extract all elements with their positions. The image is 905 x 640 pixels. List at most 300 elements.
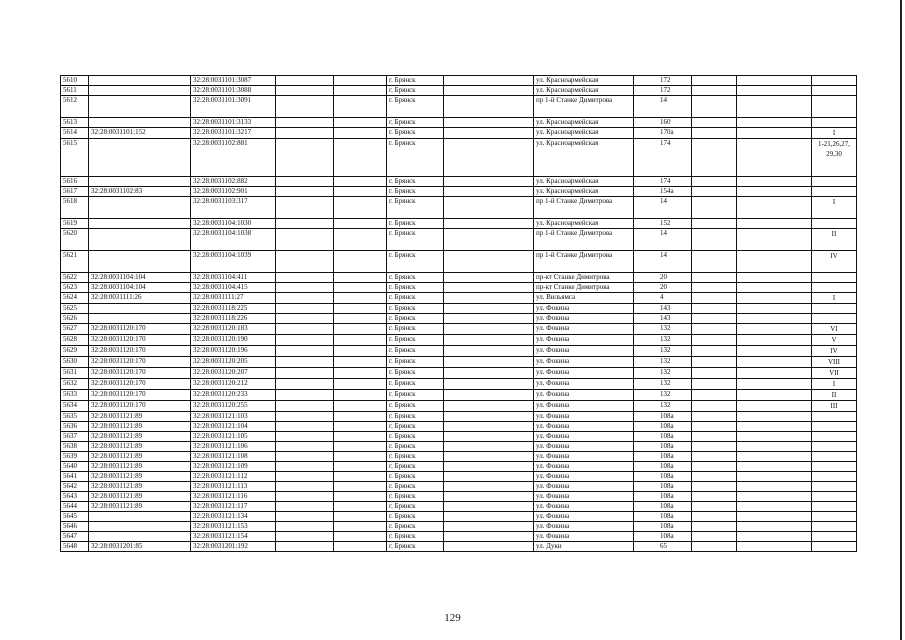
- blank-cell: [276, 283, 334, 293]
- blank-cell: [444, 346, 534, 357]
- blank-cell: [737, 324, 812, 335]
- premises-number-cell: V: [812, 335, 857, 346]
- city-cell: г. Брянск: [387, 76, 444, 86]
- parcel-cadastral-cell: [89, 512, 191, 522]
- parcel-cadastral-cell: [89, 76, 191, 86]
- table-row: [61, 482, 857, 492]
- blank-cell: [334, 401, 387, 412]
- table-row: [61, 442, 857, 452]
- blank-cell: [737, 229, 812, 251]
- table-row: [61, 462, 857, 472]
- blank-cell: [737, 357, 812, 368]
- blank-cell: [276, 452, 334, 462]
- parcel-cadastral-cell: 32:28:0031120:170: [89, 324, 191, 335]
- premises-number-cell: [812, 412, 857, 422]
- blank-cell: [692, 139, 737, 177]
- row-number-cell: 5623: [61, 283, 89, 293]
- parcel-cadastral-cell: [89, 86, 191, 96]
- cadastral-number-cell: 32:28:0031120:212: [191, 379, 276, 390]
- blank-cell: [334, 219, 387, 229]
- cadastral-number-cell: 32:28:0031201:192: [191, 542, 276, 552]
- house-number-cell: 108а: [634, 482, 692, 492]
- blank-cell: [334, 452, 387, 462]
- row-number-cell: 5645: [61, 512, 89, 522]
- blank-cell: [692, 492, 737, 502]
- row-number-cell: 5629: [61, 346, 89, 357]
- table-row: [61, 128, 857, 139]
- parcel-cadastral-cell: [89, 229, 191, 251]
- blank-cell: [692, 532, 737, 542]
- city-cell: г. Брянск: [387, 462, 444, 472]
- blank-cell: [334, 346, 387, 357]
- street-cell: пр 1-й Станке Димитрова: [534, 229, 634, 251]
- blank-cell: [692, 197, 737, 219]
- blank-cell: [692, 293, 737, 304]
- blank-cell: [334, 522, 387, 532]
- blank-cell: [276, 482, 334, 492]
- row-number-cell: 5647: [61, 532, 89, 542]
- house-number-cell: 108а: [634, 492, 692, 502]
- cadastral-number-cell: 32:28:0031121:153: [191, 522, 276, 532]
- blank-cell: [692, 177, 737, 187]
- cadastral-number-cell: 32:28:0031121:109: [191, 462, 276, 472]
- blank-cell: [737, 177, 812, 187]
- blank-cell: [692, 512, 737, 522]
- premises-number-cell: [812, 422, 857, 432]
- city-cell: г. Брянск: [387, 482, 444, 492]
- premises-number-cell: [812, 492, 857, 502]
- house-number-cell: 132: [634, 390, 692, 401]
- blank-cell: [444, 502, 534, 512]
- parcel-cadastral-cell: 32:28:0031121:89: [89, 472, 191, 482]
- blank-cell: [334, 283, 387, 293]
- blank-cell: [737, 197, 812, 219]
- table-row: [61, 86, 857, 96]
- blank-cell: [692, 118, 737, 128]
- city-cell: г. Брянск: [387, 283, 444, 293]
- blank-cell: [737, 512, 812, 522]
- street-cell: ул. Фокина: [534, 314, 634, 324]
- page-number: 129: [444, 612, 461, 624]
- cadastral-number-cell: 32:28:0031101:3133: [191, 118, 276, 128]
- table-row: [61, 542, 857, 552]
- blank-cell: [334, 422, 387, 432]
- street-cell: ул. Вильямса: [534, 293, 634, 304]
- city-cell: г. Брянск: [387, 139, 444, 177]
- blank-cell: [334, 379, 387, 390]
- cadastral-number-cell: 32:28:0031120:190: [191, 335, 276, 346]
- house-number-cell: 108а: [634, 432, 692, 442]
- cadastral-number-cell: 32:28:0031102:882: [191, 177, 276, 187]
- blank-cell: [334, 128, 387, 139]
- blank-cell: [692, 346, 737, 357]
- parcel-cadastral-cell: 32:28:0031120:170: [89, 335, 191, 346]
- cadastral-number-cell: 32:28:0031111:27: [191, 293, 276, 304]
- city-cell: г. Брянск: [387, 412, 444, 422]
- blank-cell: [276, 128, 334, 139]
- blank-cell: [692, 357, 737, 368]
- house-number-cell: 108а: [634, 452, 692, 462]
- parcel-cadastral-cell: 32:28:0031121:89: [89, 462, 191, 472]
- house-number-cell: 14: [634, 229, 692, 251]
- house-number-cell: 143: [634, 314, 692, 324]
- blank-cell: [444, 390, 534, 401]
- row-number-cell: 5633: [61, 390, 89, 401]
- parcel-cadastral-cell: 32:28:0031121:89: [89, 442, 191, 452]
- city-cell: г. Брянск: [387, 442, 444, 452]
- street-cell: ул. Фокина: [534, 452, 634, 462]
- blank-cell: [692, 187, 737, 197]
- row-number-cell: 5621: [61, 251, 89, 273]
- table-row: [61, 379, 857, 390]
- cadastral-number-cell: 32:28:0031101:3088: [191, 86, 276, 96]
- blank-cell: [276, 401, 334, 412]
- house-number-cell: 154а: [634, 187, 692, 197]
- blank-cell: [444, 293, 534, 304]
- blank-cell: [334, 512, 387, 522]
- cadastral-number-cell: 32:28:0031102:901: [191, 187, 276, 197]
- cadastral-number-cell: 32:28:0031120:207: [191, 368, 276, 379]
- premises-number-cell: [812, 187, 857, 197]
- blank-cell: [334, 462, 387, 472]
- row-number-cell: 5648: [61, 542, 89, 552]
- blank-cell: [276, 76, 334, 86]
- table-row: [61, 76, 857, 86]
- row-number-cell: 5630: [61, 357, 89, 368]
- cadastral-number-cell: 32:28:0031104:1039: [191, 251, 276, 273]
- row-number-cell: 5611: [61, 86, 89, 96]
- city-cell: г. Брянск: [387, 522, 444, 532]
- cadastral-number-cell: 32:28:0031118:225: [191, 304, 276, 314]
- row-number-cell: 5641: [61, 472, 89, 482]
- street-cell: ул. Фокина: [534, 335, 634, 346]
- street-cell: ул. Красноармейская: [534, 86, 634, 96]
- blank-cell: [737, 492, 812, 502]
- blank-cell: [737, 379, 812, 390]
- row-number-cell: 5638: [61, 442, 89, 452]
- parcel-cadastral-cell: 32:28:0031121:89: [89, 492, 191, 502]
- blank-cell: [276, 542, 334, 552]
- blank-cell: [276, 187, 334, 197]
- cadastral-number-cell: 32:28:0031121:104: [191, 422, 276, 432]
- blank-cell: [334, 390, 387, 401]
- parcel-cadastral-cell: 32:28:0031120:170: [89, 346, 191, 357]
- parcel-cadastral-cell: 32:28:0031120:170: [89, 401, 191, 412]
- table-row: [61, 401, 857, 412]
- house-number-cell: 108а: [634, 412, 692, 422]
- blank-cell: [692, 472, 737, 482]
- premises-number-cell: 1-21,26,27, 29,30: [812, 139, 857, 177]
- house-number-cell: 132: [634, 335, 692, 346]
- blank-cell: [737, 273, 812, 283]
- table-row: [61, 324, 857, 335]
- row-number-cell: 5614: [61, 128, 89, 139]
- row-number-cell: 5646: [61, 522, 89, 532]
- blank-cell: [737, 432, 812, 442]
- house-number-cell: 172: [634, 86, 692, 96]
- city-cell: г. Брянск: [387, 314, 444, 324]
- blank-cell: [692, 390, 737, 401]
- blank-cell: [692, 522, 737, 532]
- blank-cell: [692, 335, 737, 346]
- blank-cell: [334, 412, 387, 422]
- blank-cell: [444, 379, 534, 390]
- parcel-cadastral-cell: 32:28:0031121:89: [89, 422, 191, 432]
- city-cell: г. Брянск: [387, 219, 444, 229]
- blank-cell: [276, 335, 334, 346]
- row-number-cell: 5632: [61, 379, 89, 390]
- blank-cell: [334, 482, 387, 492]
- premises-number-cell: [812, 273, 857, 283]
- blank-cell: [737, 139, 812, 177]
- blank-cell: [737, 368, 812, 379]
- row-number-cell: 5640: [61, 462, 89, 472]
- blank-cell: [444, 357, 534, 368]
- blank-cell: [444, 512, 534, 522]
- street-cell: ул. Фокина: [534, 472, 634, 482]
- blank-cell: [692, 314, 737, 324]
- street-cell: ул. Дуки: [534, 542, 634, 552]
- blank-cell: [692, 229, 737, 251]
- premises-number-cell: [812, 96, 857, 118]
- table-row: [61, 432, 857, 442]
- city-cell: г. Брянск: [387, 452, 444, 462]
- blank-cell: [692, 542, 737, 552]
- blank-cell: [444, 118, 534, 128]
- street-cell: ул. Красноармейская: [534, 187, 634, 197]
- city-cell: г. Брянск: [387, 512, 444, 522]
- blank-cell: [444, 283, 534, 293]
- blank-cell: [276, 96, 334, 118]
- parcel-cadastral-cell: [89, 197, 191, 219]
- blank-cell: [737, 502, 812, 512]
- house-number-cell: 152: [634, 219, 692, 229]
- house-number-cell: 160: [634, 118, 692, 128]
- parcel-cadastral-cell: [89, 118, 191, 128]
- cadastral-number-cell: 32:28:0031121:103: [191, 412, 276, 422]
- table-row: [61, 118, 857, 128]
- blank-cell: [737, 462, 812, 472]
- blank-cell: [444, 76, 534, 86]
- blank-cell: [444, 187, 534, 197]
- premises-number-cell: IV: [812, 346, 857, 357]
- blank-cell: [692, 482, 737, 492]
- city-cell: г. Брянск: [387, 197, 444, 219]
- blank-cell: [276, 412, 334, 422]
- cadastral-number-cell: 32:28:0031101:3091: [191, 96, 276, 118]
- blank-cell: [334, 432, 387, 442]
- blank-cell: [276, 324, 334, 335]
- row-number-cell: 5624: [61, 293, 89, 304]
- blank-cell: [692, 304, 737, 314]
- blank-cell: [737, 442, 812, 452]
- blank-cell: [737, 401, 812, 412]
- blank-cell: [444, 462, 534, 472]
- blank-cell: [444, 401, 534, 412]
- premises-number-cell: III: [812, 401, 857, 412]
- row-number-cell: 5615: [61, 139, 89, 177]
- blank-cell: [276, 219, 334, 229]
- cadastral-number-cell: 32:28:0031121:112: [191, 472, 276, 482]
- blank-cell: [334, 335, 387, 346]
- house-number-cell: 108а: [634, 532, 692, 542]
- house-number-cell: 172: [634, 76, 692, 86]
- table-row: [61, 522, 857, 532]
- city-cell: г. Брянск: [387, 542, 444, 552]
- street-cell: ул. Красноармейская: [534, 76, 634, 86]
- cadastral-number-cell: 32:28:0031121:134: [191, 512, 276, 522]
- blank-cell: [276, 368, 334, 379]
- register-body: [61, 76, 857, 552]
- blank-cell: [444, 472, 534, 482]
- city-cell: г. Брянск: [387, 368, 444, 379]
- parcel-cadastral-cell: [89, 522, 191, 532]
- blank-cell: [737, 293, 812, 304]
- blank-cell: [444, 304, 534, 314]
- row-number-cell: 5637: [61, 432, 89, 442]
- blank-cell: [737, 472, 812, 482]
- street-cell: пр-кт Станке Димитрова: [534, 283, 634, 293]
- blank-cell: [737, 251, 812, 273]
- street-cell: ул. Фокина: [534, 482, 634, 492]
- parcel-cadastral-cell: 32:28:0031120:170: [89, 368, 191, 379]
- blank-cell: [276, 390, 334, 401]
- blank-cell: [334, 76, 387, 86]
- blank-cell: [737, 76, 812, 86]
- table-row: [61, 197, 857, 219]
- table-row: [61, 293, 857, 304]
- parcel-cadastral-cell: [89, 251, 191, 273]
- premises-number-cell: [812, 283, 857, 293]
- city-cell: г. Брянск: [387, 390, 444, 401]
- premises-number-cell: [812, 304, 857, 314]
- table-row: [61, 452, 857, 462]
- blank-cell: [334, 293, 387, 304]
- parcel-cadastral-cell: [89, 219, 191, 229]
- street-cell: ул. Красноармейская: [534, 139, 634, 177]
- city-cell: г. Брянск: [387, 324, 444, 335]
- parcel-cadastral-cell: [89, 532, 191, 542]
- row-number-cell: 5618: [61, 197, 89, 219]
- city-cell: г. Брянск: [387, 502, 444, 512]
- row-number-cell: 5619: [61, 219, 89, 229]
- street-cell: пр 1-й Станке Димитрова: [534, 251, 634, 273]
- parcel-cadastral-cell: 32:28:0031121:89: [89, 452, 191, 462]
- blank-cell: [276, 442, 334, 452]
- row-number-cell: 5613: [61, 118, 89, 128]
- blank-cell: [444, 219, 534, 229]
- cadastral-number-cell: 32:28:0031120:255: [191, 401, 276, 412]
- house-number-cell: 65: [634, 542, 692, 552]
- table-row: [61, 251, 857, 273]
- house-number-cell: 108а: [634, 462, 692, 472]
- city-cell: г. Брянск: [387, 86, 444, 96]
- parcel-cadastral-cell: 32:28:0031201:85: [89, 542, 191, 552]
- blank-cell: [334, 368, 387, 379]
- row-number-cell: 5626: [61, 314, 89, 324]
- table-row: [61, 472, 857, 482]
- table-row: [61, 187, 857, 197]
- house-number-cell: 108а: [634, 442, 692, 452]
- blank-cell: [334, 492, 387, 502]
- cadastral-number-cell: 32:28:0031121:106: [191, 442, 276, 452]
- parcel-cadastral-cell: [89, 96, 191, 118]
- blank-cell: [276, 522, 334, 532]
- blank-cell: [737, 522, 812, 532]
- street-cell: ул. Фокина: [534, 422, 634, 432]
- street-cell: ул. Фокина: [534, 401, 634, 412]
- premises-number-cell: VIII: [812, 357, 857, 368]
- blank-cell: [276, 86, 334, 96]
- street-cell: ул. Красноармейская: [534, 128, 634, 139]
- blank-cell: [334, 532, 387, 542]
- parcel-cadastral-cell: 32:28:0031104:104: [89, 283, 191, 293]
- parcel-cadastral-cell: [89, 177, 191, 187]
- city-cell: г. Брянск: [387, 273, 444, 283]
- parcel-cadastral-cell: 32:28:0031121:89: [89, 482, 191, 492]
- premises-number-cell: [812, 522, 857, 532]
- row-number-cell: 5644: [61, 502, 89, 512]
- house-number-cell: 14: [634, 251, 692, 273]
- scan-edge-line: [900, 0, 902, 640]
- street-cell: ул. Красноармейская: [534, 118, 634, 128]
- table-row: [61, 229, 857, 251]
- house-number-cell: 132: [634, 379, 692, 390]
- blank-cell: [444, 452, 534, 462]
- street-cell: ул. Фокина: [534, 462, 634, 472]
- blank-cell: [444, 442, 534, 452]
- parcel-cadastral-cell: 32:28:0031111:26: [89, 293, 191, 304]
- blank-cell: [444, 432, 534, 442]
- blank-cell: [444, 86, 534, 96]
- parcel-cadastral-cell: 32:28:0031121:89: [89, 412, 191, 422]
- cadastral-number-cell: 32:28:0031118:226: [191, 314, 276, 324]
- house-number-cell: 20: [634, 273, 692, 283]
- row-number-cell: 5620: [61, 229, 89, 251]
- table-row: [61, 357, 857, 368]
- blank-cell: [737, 346, 812, 357]
- table-row: [61, 368, 857, 379]
- premises-number-cell: VII: [812, 368, 857, 379]
- house-number-cell: 132: [634, 401, 692, 412]
- street-cell: ул. Фокина: [534, 522, 634, 532]
- row-number-cell: 5628: [61, 335, 89, 346]
- table-row: [61, 502, 857, 512]
- parcel-cadastral-cell: [89, 304, 191, 314]
- premises-number-cell: [812, 219, 857, 229]
- cadastral-number-cell: 32:28:0031120:205: [191, 357, 276, 368]
- table-row: [61, 532, 857, 542]
- blank-cell: [737, 304, 812, 314]
- street-cell: ул. Фокина: [534, 532, 634, 542]
- cadastral-number-cell: 32:28:0031121:116: [191, 492, 276, 502]
- house-number-cell: 132: [634, 346, 692, 357]
- blank-cell: [737, 187, 812, 197]
- street-cell: ул. Фокина: [534, 512, 634, 522]
- cadastral-number-cell: 32:28:0031121:113: [191, 482, 276, 492]
- blank-cell: [444, 482, 534, 492]
- blank-cell: [334, 324, 387, 335]
- table-row: [61, 304, 857, 314]
- blank-cell: [276, 379, 334, 390]
- blank-cell: [276, 229, 334, 251]
- blank-cell: [737, 422, 812, 432]
- blank-cell: [444, 96, 534, 118]
- street-cell: пр 1-й Станке Димитрова: [534, 96, 634, 118]
- premises-number-cell: [812, 432, 857, 442]
- blank-cell: [444, 422, 534, 432]
- blank-cell: [276, 273, 334, 283]
